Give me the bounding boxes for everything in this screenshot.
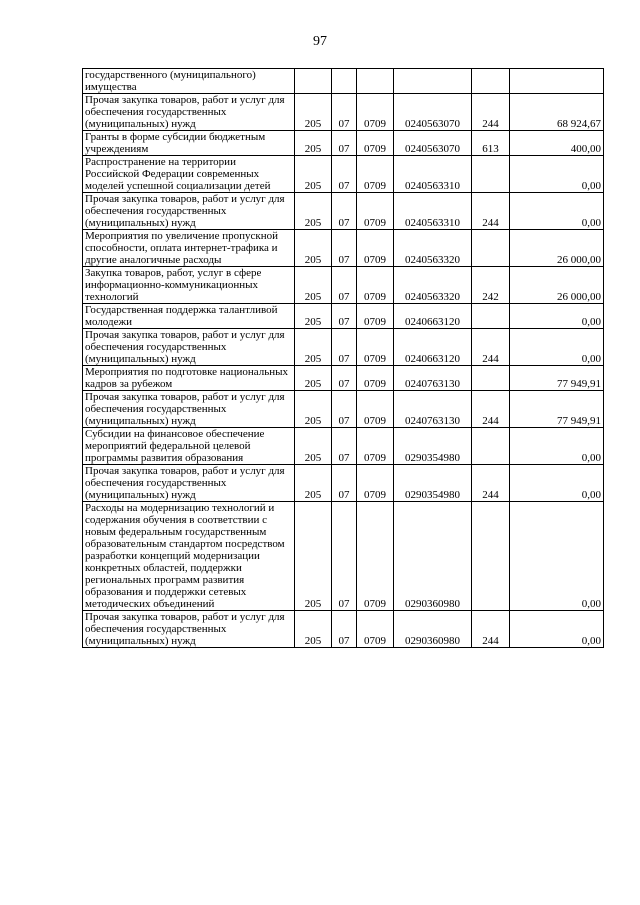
amount-cell — [510, 69, 604, 94]
section-code-cell: 07 — [332, 230, 357, 267]
admin-code-cell: 205 — [295, 366, 332, 391]
subsection-code-cell: 0709 — [357, 502, 394, 611]
expense-type-cell — [472, 366, 510, 391]
row-name-cell: Расходы на модернизацию технологий и содержания обучения в соответствии с новым федеральным государственным образовательным стандартом посредством разработки концепций модернизации конкретных областей, поддержки региональных программ развития образования и поддержки сетевых методических объединений — [83, 502, 295, 611]
expense-type-cell: 244 — [472, 329, 510, 366]
row-name-cell: Прочая закупка товаров, работ и услуг для обеспечения государственных (муниципальных) нужд — [83, 329, 295, 366]
admin-code-cell: 205 — [295, 428, 332, 465]
target-code-cell: 0240763130 — [394, 366, 472, 391]
admin-code-cell: 205 — [295, 329, 332, 366]
amount-cell: 77 949,91 — [510, 366, 604, 391]
table-row — [83, 156, 604, 193]
table-row — [83, 267, 604, 304]
target-code-cell: 0240563320 — [394, 267, 472, 304]
target-code-cell: 0290354980 — [394, 428, 472, 465]
expense-type-cell: 613 — [472, 131, 510, 156]
admin-code-cell — [295, 69, 332, 94]
section-code-cell: 07 — [332, 329, 357, 366]
subsection-code-cell: 0709 — [357, 94, 394, 131]
amount-cell: 0,00 — [510, 611, 604, 648]
subsection-code-cell: 0709 — [357, 193, 394, 230]
admin-code-cell: 205 — [295, 611, 332, 648]
table-row — [83, 329, 604, 366]
subsection-code-cell: 0709 — [357, 428, 394, 465]
table-row — [83, 131, 604, 156]
target-code-cell: 0240663120 — [394, 329, 472, 366]
row-name-cell: Прочая закупка товаров, работ и услуг для обеспечения государственных (муниципальных) нужд — [83, 391, 295, 428]
subsection-code-cell: 0709 — [357, 131, 394, 156]
target-code-cell: 0290360980 — [394, 611, 472, 648]
amount-cell: 26 000,00 — [510, 267, 604, 304]
amount-cell: 0,00 — [510, 428, 604, 465]
section-code-cell: 07 — [332, 366, 357, 391]
table-row — [83, 366, 604, 391]
section-code-cell: 07 — [332, 391, 357, 428]
expense-type-cell: 242 — [472, 267, 510, 304]
row-name-cell: государственного (муниципального) имущества — [83, 69, 295, 94]
expense-type-cell: 244 — [472, 465, 510, 502]
target-code-cell: 0240763130 — [394, 391, 472, 428]
subsection-code-cell — [357, 69, 394, 94]
target-code-cell: 0240563320 — [394, 230, 472, 267]
target-code-cell: 0240563310 — [394, 156, 472, 193]
expense-type-cell — [472, 156, 510, 193]
subsection-code-cell: 0709 — [357, 366, 394, 391]
expense-type-cell: 244 — [472, 611, 510, 648]
expense-type-cell — [472, 230, 510, 267]
row-name-cell: Гранты в форме субсидии бюджетным учреждениям — [83, 131, 295, 156]
page-number: 97 — [313, 34, 327, 49]
section-code-cell: 07 — [332, 304, 357, 329]
target-code-cell: 0240663120 — [394, 304, 472, 329]
amount-cell: 0,00 — [510, 502, 604, 611]
target-code-cell — [394, 69, 472, 94]
expense-type-cell — [472, 428, 510, 465]
subsection-code-cell: 0709 — [357, 391, 394, 428]
admin-code-cell: 205 — [295, 502, 332, 611]
table-row — [83, 465, 604, 502]
section-code-cell: 07 — [332, 428, 357, 465]
admin-code-cell: 205 — [295, 465, 332, 502]
amount-cell: 0,00 — [510, 465, 604, 502]
target-code-cell: 0240563310 — [394, 193, 472, 230]
expense-type-cell: 244 — [472, 94, 510, 131]
subsection-code-cell: 0709 — [357, 267, 394, 304]
section-code-cell: 07 — [332, 193, 357, 230]
amount-cell: 0,00 — [510, 156, 604, 193]
expense-type-cell: 244 — [472, 193, 510, 230]
target-code-cell: 0290354980 — [394, 465, 472, 502]
admin-code-cell: 205 — [295, 230, 332, 267]
admin-code-cell: 205 — [295, 304, 332, 329]
row-name-cell: Закупка товаров, работ, услуг в сфере информационно-коммуникационных технологий — [83, 267, 295, 304]
table-row — [83, 94, 604, 131]
expense-type-cell — [472, 502, 510, 611]
table-row — [83, 391, 604, 428]
subsection-code-cell: 0709 — [357, 304, 394, 329]
target-code-cell: 0290360980 — [394, 502, 472, 611]
table-row — [83, 193, 604, 230]
expense-type-cell — [472, 69, 510, 94]
row-name-cell: Мероприятия по подготовке национальных кадров за рубежом — [83, 366, 295, 391]
table-row — [83, 428, 604, 465]
admin-code-cell: 205 — [295, 131, 332, 156]
amount-cell: 0,00 — [510, 193, 604, 230]
table-row — [83, 69, 604, 94]
row-name-cell: Прочая закупка товаров, работ и услуг для обеспечения государственных (муниципальных) нужд — [83, 465, 295, 502]
target-code-cell: 0240563070 — [394, 94, 472, 131]
subsection-code-cell: 0709 — [357, 156, 394, 193]
subsection-code-cell: 0709 — [357, 230, 394, 267]
subsection-code-cell: 0709 — [357, 465, 394, 502]
subsection-code-cell: 0709 — [357, 611, 394, 648]
row-name-cell: Мероприятия по увеличение пропускной способности, оплата интернет-трафика и другие аналогичные расходы — [83, 230, 295, 267]
row-name-cell: Субсидии на финансовое обеспечение мероприятий федеральной целевой программы развития образования — [83, 428, 295, 465]
section-code-cell: 07 — [332, 611, 357, 648]
amount-cell: 68 924,67 — [510, 94, 604, 131]
admin-code-cell: 205 — [295, 94, 332, 131]
subsection-code-cell: 0709 — [357, 329, 394, 366]
row-name-cell: Прочая закупка товаров, работ и услуг для обеспечения государственных (муниципальных) нужд — [83, 94, 295, 131]
admin-code-cell: 205 — [295, 156, 332, 193]
row-name-cell: Прочая закупка товаров, работ и услуг для обеспечения государственных (муниципальных) нужд — [83, 611, 295, 648]
amount-cell: 400,00 — [510, 131, 604, 156]
budget-table — [82, 68, 604, 648]
section-code-cell — [332, 69, 357, 94]
amount-cell: 77 949,91 — [510, 391, 604, 428]
amount-cell: 0,00 — [510, 304, 604, 329]
budget-table-body — [83, 69, 604, 648]
section-code-cell: 07 — [332, 156, 357, 193]
expense-type-cell: 244 — [472, 391, 510, 428]
admin-code-cell: 205 — [295, 267, 332, 304]
amount-cell: 0,00 — [510, 329, 604, 366]
target-code-cell: 0240563070 — [394, 131, 472, 156]
row-name-cell: Распространение на территории Российской Федерации современных моделей успешной социализации детей — [83, 156, 295, 193]
section-code-cell: 07 — [332, 502, 357, 611]
section-code-cell: 07 — [332, 267, 357, 304]
table-row — [83, 230, 604, 267]
admin-code-cell: 205 — [295, 193, 332, 230]
table-row — [83, 304, 604, 329]
section-code-cell: 07 — [332, 465, 357, 502]
expense-type-cell — [472, 304, 510, 329]
table-row — [83, 502, 604, 611]
admin-code-cell: 205 — [295, 391, 332, 428]
section-code-cell: 07 — [332, 94, 357, 131]
row-name-cell: Государственная поддержка талантливой молодежи — [83, 304, 295, 329]
row-name-cell: Прочая закупка товаров, работ и услуг для обеспечения государственных (муниципальных) нужд — [83, 193, 295, 230]
section-code-cell: 07 — [332, 131, 357, 156]
amount-cell: 26 000,00 — [510, 230, 604, 267]
table-row — [83, 611, 604, 648]
